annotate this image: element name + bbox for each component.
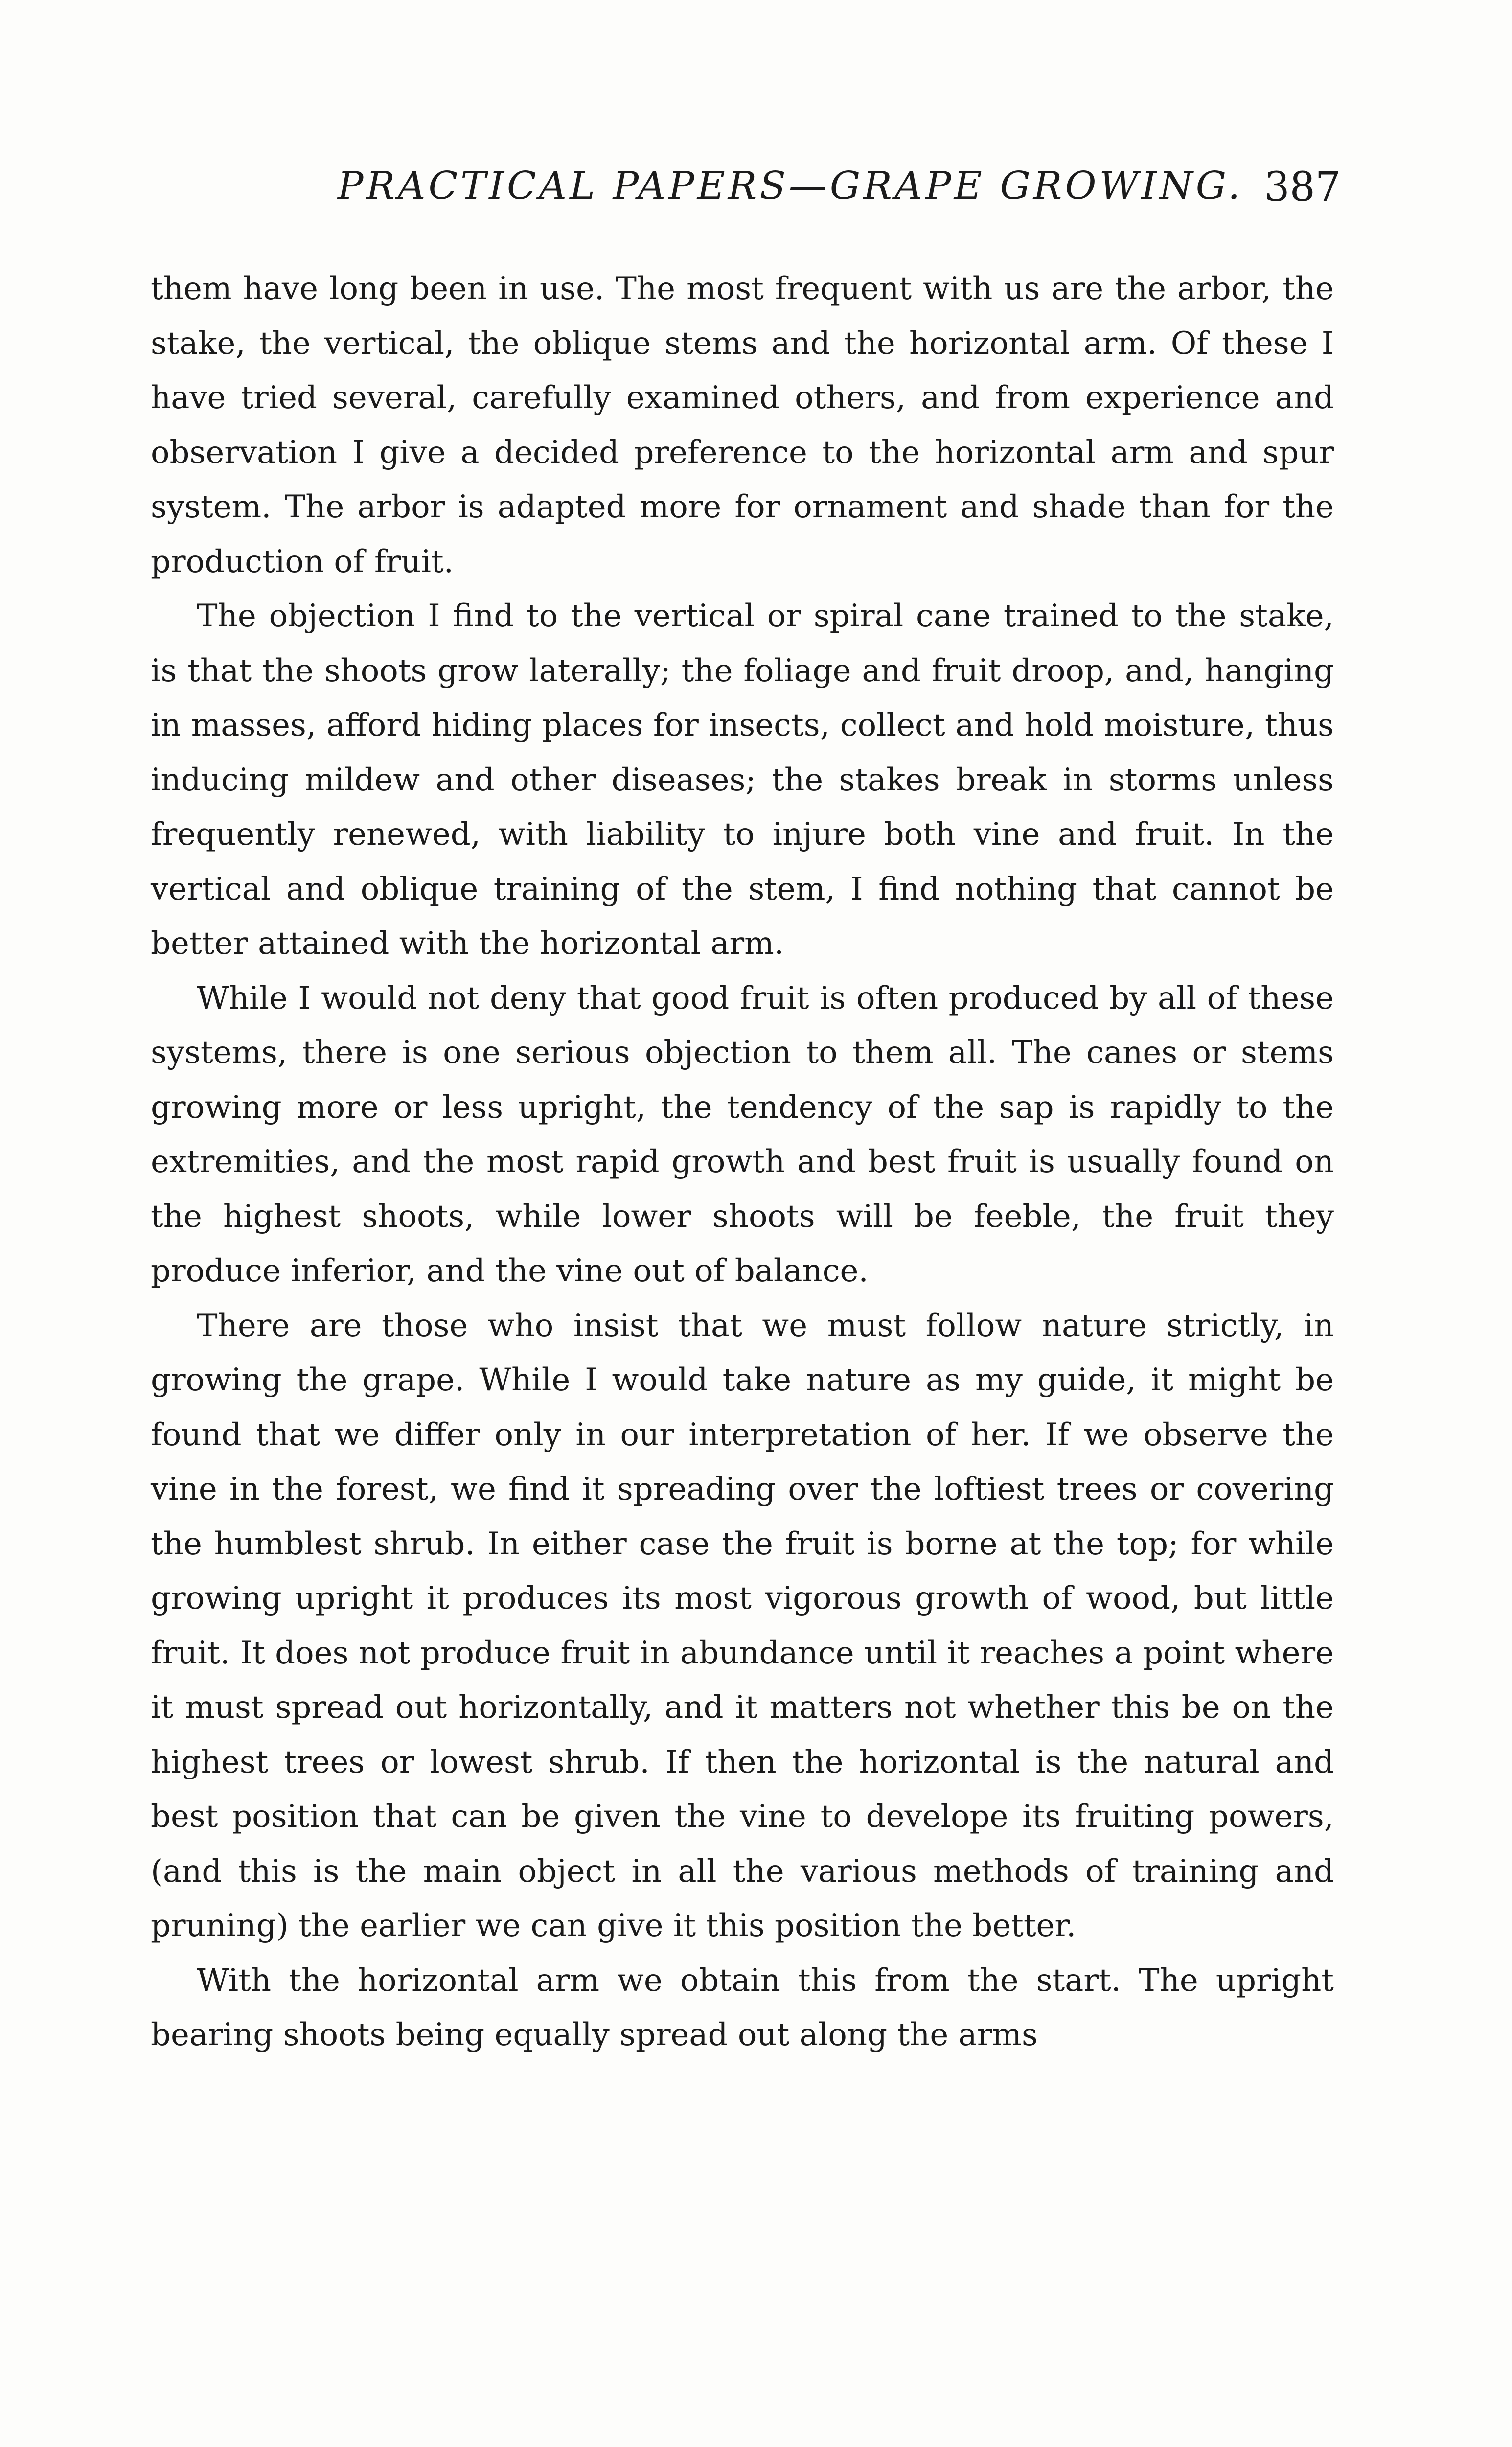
paragraph-5: With the horizontal arm we obtain this from the start. The upright bearing shoots being equally spread out along the arms [151, 1962, 1334, 2053]
running-head [147, 164, 1341, 223]
paragraph-1: them have long been in use. The most frequent with us are the arbor, the stake, the vertical, the oblique stems and the horizontal arm. Of these I have tried several, carefully examined others, and from experience and observation I give a decided preference to the horizontal arm and spur system. The arbor is adapted more for ornament and shade than for the production of fruit. [151, 271, 1334, 580]
paragraph-3: While I would not deny that good fruit is often produced by all of these systems, there is one serious objection to them all. The canes or stems growing more or less upright, the tendency of the sap is rapidly to the extremities, and the most rapid growth and best fruit is usually found on the highest shoots, while lower shoots will be feeble, the fruit they produce inferior, and the vine out of balance. [151, 980, 1334, 1289]
paragraph-2: The objection I find to the vertical or spiral cane trained to the stake, is that the shoots grow laterally; the foliage and fruit droop, and, hanging in masses, afford hiding places for insects, collect and hold moisture, thus inducing mildew and other diseases; the stakes break in storms unless frequently renewed, with liability to injure both vine and fruit. In the vertical and oblique training of the stem, I find nothing that cannot be better attained with the horizontal arm. [151, 598, 1334, 962]
page-number: 387 [1264, 164, 1341, 210]
paragraph-4: There are those who insist that we must follow nature strictly, in growing the grape. While I would take nature as my guide, it might be found that we differ only in our interpretation of her. If we observe the vine in the forest, we find it spreading over the loftiest trees or covering the humblest shrub. In either case the fruit is borne at the top; for while growing upright it produces its most vigorous growth of wood, but little fruit. It does not produce fruit in abundance until it reaches a point where it must spread out horizontally, and it matters not whether this be on the highest trees or lowest shrub. If then the horizontal is the natural and best position that can be given the vine to develope its fruiting powers, (and this is the main object in all the various methods of training and pruning) the earlier we can give it this position the better. [151, 1307, 1334, 1944]
body-text [151, 262, 1334, 2063]
running-title: PRACTICAL PAPERS—GRAPE GROWING. [338, 164, 1243, 208]
